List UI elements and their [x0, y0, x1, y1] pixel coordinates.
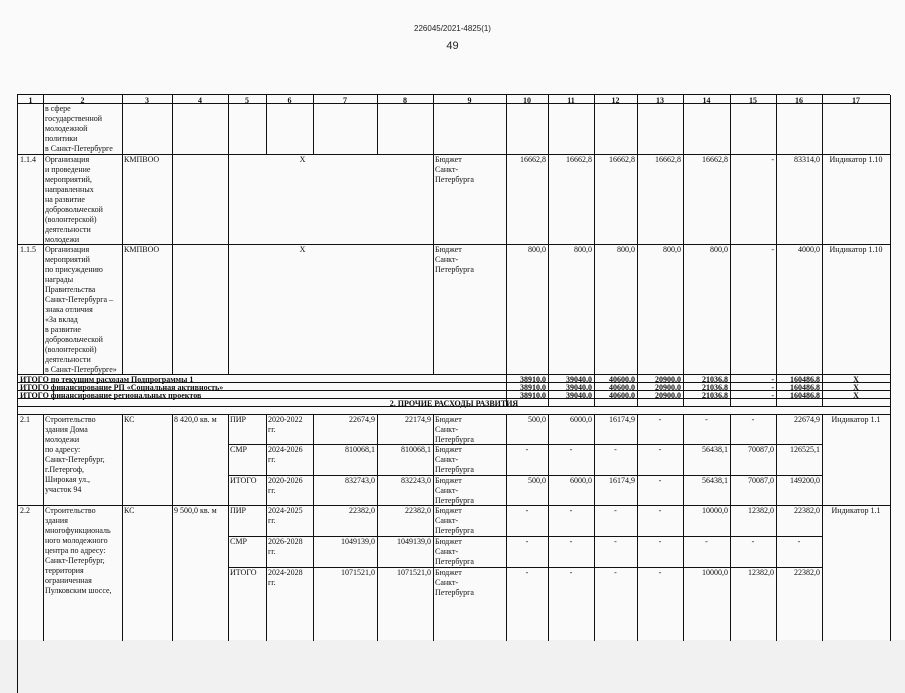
amount-cell: -	[751, 537, 755, 546]
grid-line	[730, 95, 731, 374]
amount-cell: 1071521,0	[397, 568, 431, 577]
amount-cell: 56438,1	[702, 476, 728, 485]
grid-line	[890, 95, 891, 374]
amount-cell: 10000,0	[702, 568, 728, 577]
budget-table	[17, 94, 890, 693]
amount-cell: -	[569, 506, 573, 515]
grid-line	[43, 414, 44, 641]
funding-source: Бюджет Санкт- Петербурга	[435, 245, 474, 274]
total-amount: 38910,0	[520, 383, 546, 392]
total-amount: 160486,8	[790, 391, 820, 400]
amount-cell: 1049139,0	[397, 537, 431, 546]
column-header: 11	[567, 96, 575, 105]
funding-source: Бюджет Санкт- Петербурга	[435, 155, 474, 184]
amount-cell: -	[705, 537, 708, 546]
amount-cell: -	[525, 506, 529, 515]
indicator-cell: Индикатор 1.1	[831, 506, 881, 515]
amount-cell: 800,0	[528, 245, 546, 254]
grid-line	[822, 95, 823, 374]
amount-cell: 12382,0	[748, 568, 774, 577]
period-cell: 2020-2026 гг.	[268, 476, 303, 495]
grid-line	[890, 406, 891, 414]
funding-source: Бюджет Санкт- Петербурга	[435, 476, 474, 505]
amount-cell: 500,0	[528, 415, 546, 424]
stage-cell: ПИР	[230, 506, 247, 515]
row-number: 1.1.4	[20, 155, 36, 164]
amount-cell: -	[525, 537, 529, 546]
amount-cell: 16174,9	[609, 415, 635, 424]
total-amount: 160486,8	[790, 383, 820, 392]
period-cell: 2020-2022 гг.	[268, 415, 303, 434]
stage-cell: ИТОГО	[230, 476, 257, 485]
amount-cell: 22382,0	[349, 506, 375, 515]
period-cell: 2024-2025 гг.	[268, 506, 303, 525]
grid-line	[122, 414, 123, 641]
amount-cell: 56438,1	[702, 445, 728, 454]
document-number: 226045/2021-4825(1)	[414, 24, 491, 33]
amount-cell: -	[569, 445, 573, 454]
total-amount: 20900,0	[655, 391, 681, 400]
row-number: 1.1.5	[20, 245, 36, 254]
amount-cell: -	[771, 155, 774, 164]
grid-line	[822, 414, 823, 641]
amount-cell: 6000,0	[570, 415, 592, 424]
total-amount: 38910,0	[520, 391, 546, 400]
period-cell: 2024-2028 гг.	[268, 568, 303, 587]
indicator-cell: Индикатор 1.1	[831, 415, 881, 424]
stage-cell: ИТОГО	[230, 568, 257, 577]
indicator-cell: Индикатор 1.10	[829, 245, 883, 254]
column-header: 4	[198, 96, 202, 105]
funding-source: Бюджет Санкт- Петербурга	[435, 568, 474, 597]
amount-cell: 1071521,0	[341, 568, 375, 577]
grid-line	[506, 414, 507, 641]
column-header: 14	[702, 96, 711, 105]
total-amount: 40600,0	[609, 383, 635, 392]
column-header: 17	[852, 96, 860, 105]
total-amount: -	[771, 375, 774, 384]
total-amount: 39040,0	[566, 391, 592, 400]
amount-cell: -	[797, 537, 801, 546]
row-executor: КМПВОО	[124, 155, 160, 164]
column-header: 3	[145, 96, 149, 105]
amount-cell: 800,0	[710, 245, 728, 254]
grid-line	[506, 95, 507, 374]
grid-line	[172, 414, 173, 641]
grid-line	[228, 414, 229, 641]
amount-cell: 800,0	[663, 245, 681, 254]
amount-cell: 6000,0	[570, 476, 592, 485]
x-mark: Х	[299, 155, 306, 164]
column-header: 2	[80, 96, 85, 105]
grid-line	[776, 414, 777, 641]
amount-cell: 832243,0	[401, 476, 431, 485]
indicator-cell: Индикатор 1.10	[829, 155, 883, 164]
amount-cell: -	[771, 245, 774, 254]
column-header: 13	[656, 96, 664, 105]
total-amount: -	[771, 391, 774, 400]
row-name: Строительство здания многофункциональ ного молодежного центра по адресу: Санкт-Петербург, территория ограниченная Пулковским шоссе,	[45, 506, 112, 595]
amount-cell: 4000,0	[798, 245, 820, 254]
amount-cell: -	[525, 568, 529, 577]
amount-cell: 149200,0	[790, 476, 820, 485]
total-amount: 20900,0	[655, 375, 681, 384]
amount-cell: 22382,0	[405, 506, 431, 515]
grid-line	[683, 414, 684, 641]
column-header: 8	[403, 96, 407, 105]
column-header: 7	[343, 96, 347, 105]
grid-line	[890, 374, 891, 406]
row-executor: КС	[124, 415, 135, 424]
amount-cell: 22174,9	[405, 415, 431, 424]
column-header: 1	[28, 96, 33, 105]
amount-cell: 16174,9	[609, 476, 635, 485]
amount-cell: -	[658, 506, 662, 515]
total-amount: 40600,0	[609, 375, 635, 384]
period-cell: 2024-2026 гг.	[268, 445, 303, 464]
amount-cell: 16662,8	[702, 155, 728, 164]
section-title: 2. ПРОЧИЕ РАСХОДЫ РАЗВИТИЯ	[389, 399, 519, 408]
grid-line	[122, 95, 123, 374]
grid-line	[433, 95, 434, 374]
column-header: 9	[467, 96, 472, 105]
amount-cell: 70087,0	[748, 445, 774, 454]
amount-cell: 800,0	[617, 245, 635, 254]
x-mark: Х	[853, 375, 859, 384]
grid-line	[548, 414, 549, 641]
amount-cell: 83314,0	[794, 155, 820, 164]
grid-line	[594, 414, 595, 641]
amount-cell: -	[525, 445, 529, 454]
grid-line	[637, 95, 638, 374]
amount-cell: -	[569, 537, 573, 546]
grid-line	[594, 95, 595, 374]
total-amount: 40600,0	[609, 391, 635, 400]
total-amount: -	[771, 383, 774, 392]
amount-cell: 22382,0	[794, 568, 820, 577]
grid-line	[266, 414, 267, 641]
page-number: 49	[446, 40, 459, 52]
amount-cell: 800,0	[574, 245, 592, 254]
funding-source: Бюджет Санкт- Петербурга	[435, 506, 474, 535]
grid-line	[433, 414, 434, 641]
row-name: Организация мероприятий по присуждению награды Правительства Санкт-Петербурга – знака отличия «За вклад в развитие добровольческой (волонтерской) деятельности в Санкт-Петербурге»	[45, 245, 117, 374]
area-cell: 8 420,0 кв. м	[174, 415, 217, 424]
row-number: 2.1	[20, 415, 30, 424]
row-executor: КС	[124, 506, 135, 515]
total-amount: 21036,8	[702, 391, 728, 400]
total-label: ИТОГО финансирование региональных проектов	[20, 391, 202, 400]
grid-line	[377, 414, 378, 641]
grid-line	[43, 95, 44, 374]
amount-cell: -	[658, 568, 662, 577]
total-amount: 38910,0	[520, 375, 546, 384]
column-header: 6	[287, 96, 292, 105]
grid-line	[730, 414, 731, 641]
total-amount: 39040,0	[566, 375, 592, 384]
x-mark: Х	[853, 391, 859, 400]
amount-cell: -	[614, 445, 617, 454]
stage-cell: СМР	[230, 537, 247, 546]
amount-cell: 16662,8	[520, 155, 546, 164]
row-name: в сфере государственной молодежной политики в Санкт-Петербурге	[45, 104, 113, 153]
amount-cell: -	[658, 537, 662, 546]
total-amount: 21036,8	[702, 375, 728, 384]
amount-cell: -	[658, 476, 662, 485]
total-amount: 39040,0	[566, 383, 592, 392]
grid-line	[890, 414, 891, 641]
total-label: ИТОГО по текущим расходам Подпрограммы 1	[20, 375, 194, 384]
grid-line	[313, 414, 314, 641]
amount-cell: -	[658, 445, 662, 454]
funding-source: Бюджет Санкт- Петербурга	[435, 537, 474, 566]
amount-cell: 16662,8	[655, 155, 681, 164]
amount-cell: -	[614, 568, 617, 577]
x-mark: Х	[853, 383, 859, 392]
amount-cell: 500,0	[528, 476, 546, 485]
row-executor: КМПВОО	[124, 245, 160, 254]
funding-source: Бюджет Санкт- Петербурга	[435, 415, 474, 444]
amount-cell: 810068,1	[401, 445, 431, 454]
amount-cell: -	[751, 415, 755, 424]
grid-line	[637, 414, 638, 641]
row-name: Организация и проведение мероприятий, направленных на развитие добровольческой (волонтерской) деятельности молодежи	[45, 155, 103, 244]
amount-cell: 126525,1	[790, 445, 820, 454]
row-name: Строительство здания Дома молодежи по адресу: Санкт-Петербург, г.Петергоф, Широкая ул., участок 94	[45, 415, 105, 494]
column-header: 15	[749, 96, 757, 105]
period-cell: 2026-2028 гг.	[268, 537, 303, 556]
amount-cell: -	[614, 537, 617, 546]
grid-line	[683, 95, 684, 374]
column-header: 12	[611, 96, 620, 105]
amount-cell: 22382,0	[794, 506, 820, 515]
stage-cell: СМР	[230, 445, 247, 454]
total-label: ИТОГО финансирование РП «Социальная активность»	[20, 383, 224, 392]
amount-cell: 10000,0	[702, 506, 728, 515]
total-amount: 160486,8	[790, 375, 820, 384]
amount-cell: 1049139,0	[341, 537, 375, 546]
row-number: 2.2	[20, 506, 30, 515]
amount-cell: 16662,8	[566, 155, 592, 164]
amount-cell: 16662,8	[609, 155, 635, 164]
column-header: 5	[245, 96, 249, 105]
x-mark: Х	[299, 245, 306, 254]
stage-cell: ПИР	[230, 415, 247, 424]
column-header: 10	[523, 96, 531, 105]
amount-cell: 832743,0	[345, 476, 375, 485]
grid-line	[172, 95, 173, 374]
funding-source: Бюджет Санкт- Петербурга	[435, 445, 474, 474]
amount-cell: -	[569, 568, 573, 577]
amount-cell: 810068,1	[345, 445, 375, 454]
amount-cell: 22674,9	[794, 415, 820, 424]
amount-cell: 22674,9	[349, 415, 375, 424]
column-header: 16	[795, 96, 803, 105]
grid-line	[776, 95, 777, 374]
grid-line	[548, 95, 549, 374]
total-amount: 20900,0	[655, 383, 681, 392]
amount-cell: -	[705, 415, 708, 424]
amount-cell: -	[614, 506, 617, 515]
amount-cell: 70087,0	[748, 476, 774, 485]
total-amount: 21036,8	[702, 383, 728, 392]
amount-cell: -	[658, 415, 662, 424]
area-cell: 9 500,0 кв. м	[174, 506, 217, 515]
amount-cell: 12382,0	[748, 506, 774, 515]
